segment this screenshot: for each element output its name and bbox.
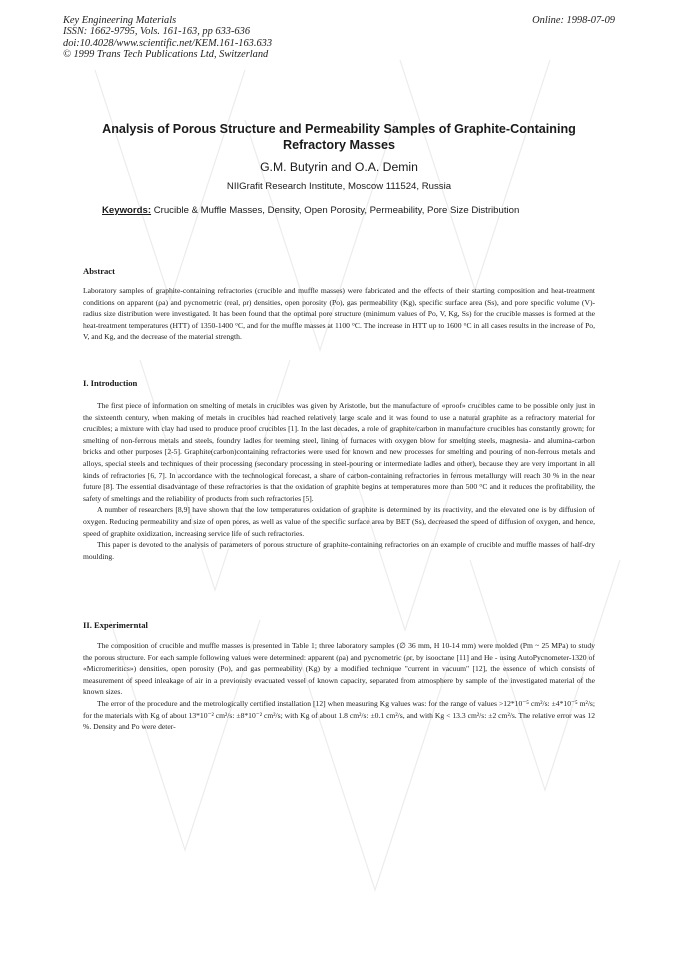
online-date: Online: 1998-07-09 xyxy=(532,15,615,26)
abstract-text: Laboratory samples of graphite-containing refractories (crucible and muffle masses) were fabricated and the effects of their starting composition and heat-treatment conditions on apparent (ρa) and pycnometric (real, ρr) densities, open porosity (Po), gas permeability (Kg), specific surface area (Ss), and pore specific volume (V)-radius size distribution were investigated. It has been found that the optimal pore structure (minimum values of Po, V, Kg, Ss) for the crucible masses is formed at the heat-treatment temperatures (HTT) of 1350-1400 °C, and for the muffle masses at 1100 °C. The increase in HTT up to 1600 °C in all cases results in the increase of Po, V, and Kg, and the decrease of the material strength. xyxy=(83,286,595,342)
keywords-text: Crucible & Muffle Masses, Density, Open Porosity, Permeability, Pore Size Distribution xyxy=(153,205,520,216)
affiliation: NIIGrafit Research Institute, Moscow 111524, Russia xyxy=(226,181,452,192)
issn-line: ISSN: 1662-9795, Vols. 161-163, pp 633-636 xyxy=(63,26,251,38)
keywords-line xyxy=(102,205,519,216)
abstract-section xyxy=(83,266,595,343)
keywords-label: Keywords: xyxy=(102,205,152,216)
journal-name: Key Engineering Materials xyxy=(63,15,177,26)
introduction-section xyxy=(83,378,595,562)
experimental-heading: II. Experimerntal xyxy=(83,620,148,630)
experimental-paragraph: The composition of crucible and muffle masses is presented in Table 1; three laboratory samples (∅ 36 mm, H 10-14 mm) were molded (Pm ~ 25 MPa) to study the porous structure. For each sample following values were determined: apparent (ρa) and pycnometric (ρr, by isooctane [11] and He - using AutoPycnometer-1320 of «Micromeritics») densities, open porosity (Po), and gas permeability (Kg) by a modified technique "current in vacuum" [12], the essence of which consists of measurement of speed inleakage of air in a previously evacuated vessel of known capacity, separated from atmosphere by sample of the investigated material of the known sizes. xyxy=(83,641,595,697)
abstract-heading: Abstract xyxy=(83,266,115,276)
introduction-heading: I. Introduction xyxy=(83,378,138,388)
intro-paragraph: The first piece of information on smelting of metals in crucibles was given by Aristotle, but the manufacture of «proof» crucibles came to be possible only just in the sixteenth century, when making of metals in crucibles had reached relatively large scale and it was found to use a natural graphite as a refractory material for crucibles; a mixture with clay had used to produce proof crucibles [1]. In the last decades, a role of graphite/carbon in manufacture crucibles has constantly grown; for smelting of non-ferrous metals and steels, foundry ladles for teeming steel, lining of furnaces with oxygen blow for smelting steels, magnesia- and alumina-carbon bricks and other purposes [2-5]. Graphite(carbon)containing refractories were used for known and new processes for smelting and pouring of non-ferrous metals and alloys, special steels and techniques of their processing (secondary processing in steel-pouring or intermediate ladles and other), because they are very important in all kinds of refractories [6, 7]. In accordance with the technological forecast, a share of carbon-containing refractories in ferrous metallurgy will reach 30 % in the near future [8]. The essential disadvantage of these refractories is that the oxidation of graphite begins at temperatures more than 500 °C and it reduces the profitability, the safety of smeltings and the reliability of products from such refractories [5]. xyxy=(83,401,595,503)
paper-title: Analysis of Porous Structure and Permeability Samples of Graphite-Containing Refractory Masses xyxy=(102,122,576,152)
journal-header xyxy=(63,15,272,61)
intro-paragraph: A number of researchers [8,9] have shown that the low temperatures oxidation of graphite is determined by its reactivity, and the elevated one is by diffusion of oxygen. Reducing permeability and size of open pores, as well as value of the specific surface area by BET (Ss), decreased the speed of diffusion of oxygen, and hence, speed of graphite oxidization, increasing service life of such refractories. xyxy=(83,505,595,538)
experimental-section xyxy=(83,620,595,733)
intro-paragraph: This paper is devoted to the analysis of parameters of porous structure of graphite-containing refractories on an example of crucible and muffle masses of half-dry moulding. xyxy=(83,540,595,561)
experimental-paragraph: The error of the procedure and the metrologically certified installation [12] when measuring Kg values was: for the range of values >12*10⁻⁵ cm²/s: ±4*10⁻⁵ m²/s; for the materials with Kg of about 13*10⁻² cm²/s: ±8*10⁻² cm²/s; with Kg of about 1.8 cm²/s: ±0.1 cm²/s, and with Kg < 13.3 cm²/s: ±2 cm²/s. The relative error was 12 %. Density and Po were deter- xyxy=(83,698,595,732)
paper-authors: G.M. Butyrin and O.A. Demin xyxy=(260,160,418,174)
copyright-line: © 1999 Trans Tech Publications Ltd, Switzerland xyxy=(63,49,269,61)
doi-line: doi:10.4028/www.scientific.net/KEM.161-163.633 xyxy=(63,37,273,49)
